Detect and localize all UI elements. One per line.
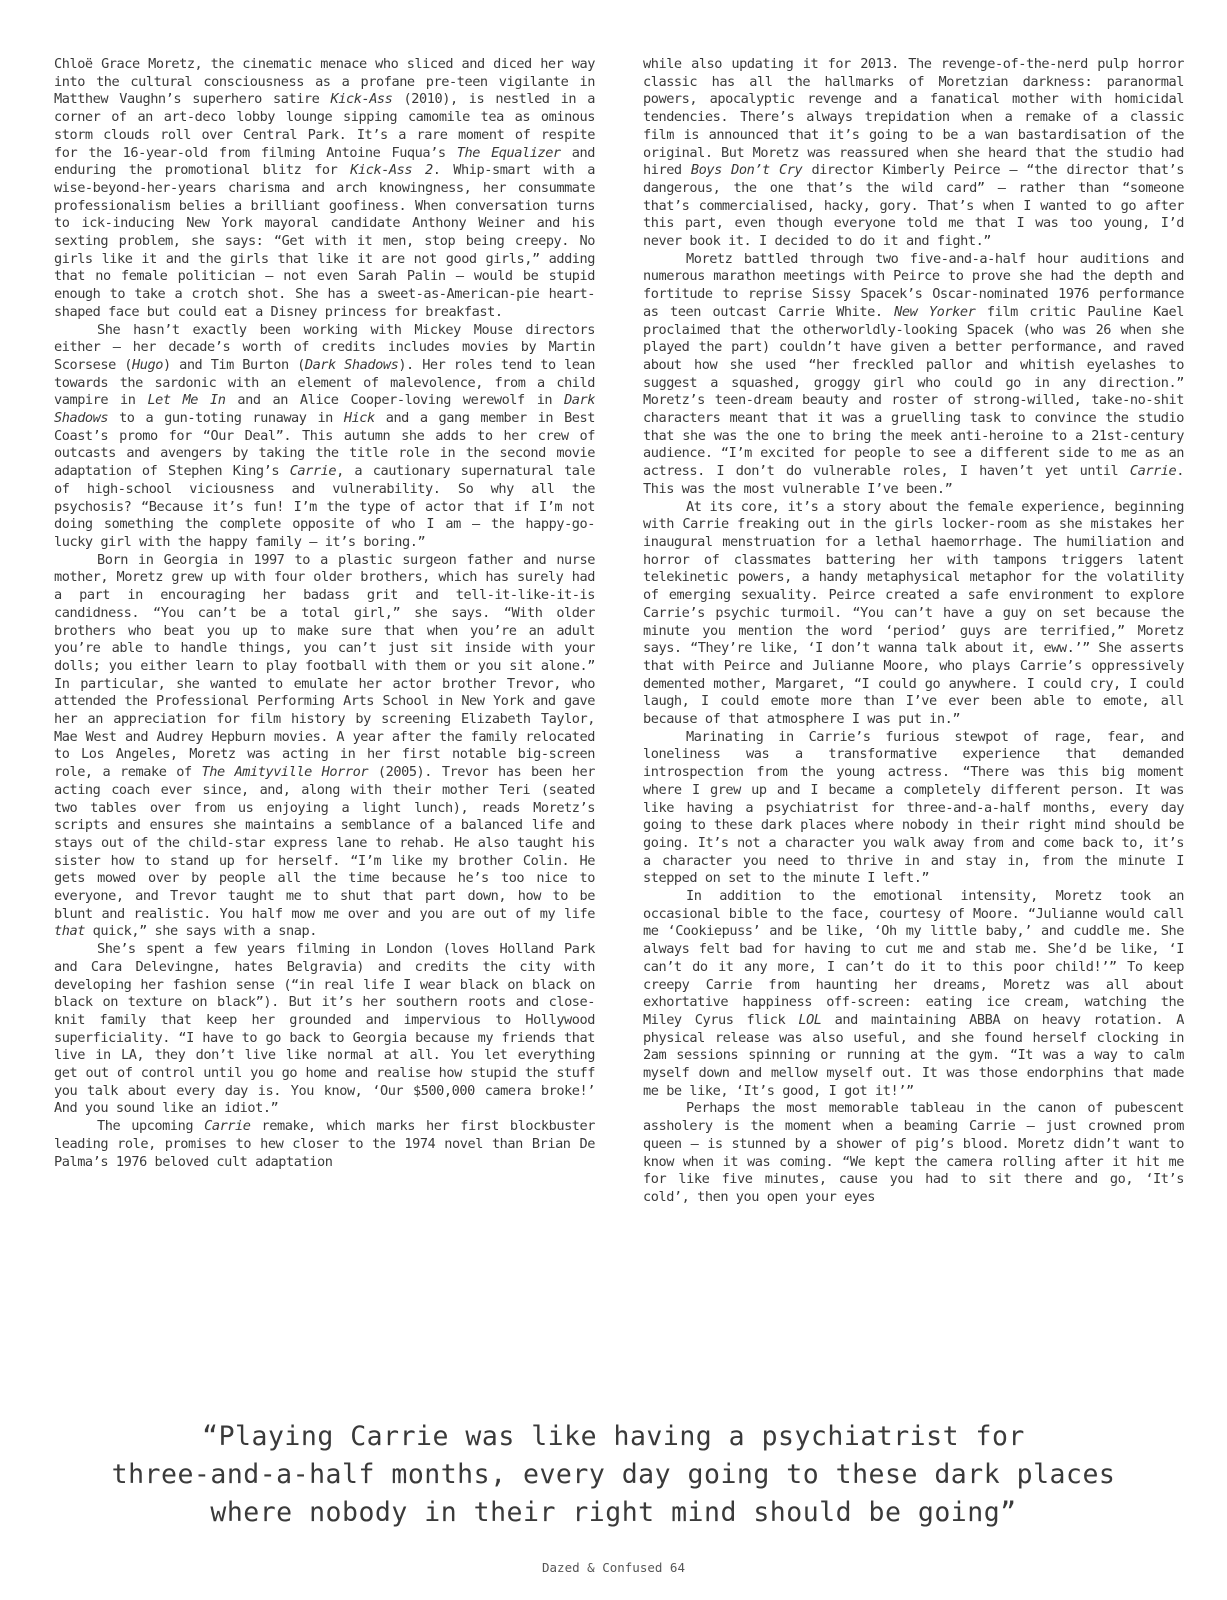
article-paragraph: Marinating in Carrie’s furious stewpot of rage, fear, and loneliness was a transformative experience that demanded introspection from the young actress. “There was this big moment where I grew up and I became a completely different person. It was like having a psychiatrist for three-and-a-half months, every day going to these dark places where nobody in their right mind should be going. It’s not a character you walk away from and come back to, it’s a character you need to thrive in and stay in, from the minute I stepped on set to the minute I left.” [643, 728, 1184, 887]
article-paragraph: She’s spent a few years filming in London (loves Holland Park and Cara Delevingne, hates Belgravia) and credits the city with developing her fashion sense (“in real life I wear black on black on black on texture on black”). But it’s her southern roots and close-knit family that keep her grounded and impervious to Hollywood superficiality. “I have to go back to Georgia because my friends that live in LA, they don’t live like normal at all. You let everything get out of control until you go home and realise how stupid the stuff you talk about every day is. You know, ‘Our $500,000 camera broke!’ And you sound like an idiot.” [54, 941, 595, 1117]
italic-title: Let Me In [147, 392, 226, 409]
pull-quote-line: “Playing Carrie was like having a psychiatrist for [202, 1421, 1025, 1452]
italic-title: Hugo [132, 356, 163, 373]
article-column-right [643, 56, 1184, 1207]
article-paragraph: Chloë Grace Moretz, the cinematic menace who sliced and diced her way into the cultural consciousness as a profane pre-teen vigilante in Matthew Vaughn’s superhero satire Kick-Ass (2010), is nestled in a corner of an art-deco lobby lounge sipping camomile tea as ominous storm clouds roll over Central Park. It’s a rare moment of respite for the 16-year-old from filming Antoine Fuqua’s The Equalizer and enduring the promotional blitz for Kick-Ass 2. Whip-smart with a wise-beyond-her-years charisma and arch knowingness, her consummate professionalism belies a brilliant goofiness. When conversation turns to ick-inducing New York mayoral candidate Anthony Weiner and his sexting problem, she says: “Get with it men, stop being creepy. No girls like it and the girls that like it are not good girls,” adding that no female politician – not even Sarah Palin – would be stupid enough to take a crotch shot. She has a sweet-as-American-pie heart-shaped face but could eat a Disney princess for breakfast. [54, 56, 596, 320]
italic-title: Hick [343, 410, 375, 427]
pull-quote [40, 1418, 1187, 1532]
italic-title: that [54, 923, 85, 940]
article-paragraph: while also updating it for 2013. The revenge-of-the-nerd pulp horror classic has all the hallmarks of Moretzian darkness: paranormal powers, apocalyptic revenge and a fanatical mother with homicidal tendencies. There’s always trepidation when a remake of a classic film is announced that it’s going to be a wan bastardisation of the original. But Moretz was reassured when she heard that the studio had hired Boys Don’t Cry director Kimberly Peirce – “the director that’s dangerous, the one that’s the wild card” – rather than “someone that’s commercialised, hacky, gory. That’s when I wanted to go after this part, even though everyone told me that I was too young, I’d never book it. I decided to do it and fight.” [643, 56, 1185, 250]
italic-title: The Amityville Horror [201, 764, 369, 781]
article-column-left [54, 56, 595, 1207]
article-paragraph: The upcoming Carrie remake, which marks her first blockbuster leading role, promises to hew closer to the 1974 novel than Brian De Palma’s 1976 beloved cult adaptation [54, 1118, 596, 1170]
italic-title: Boys Don’t Cry [690, 162, 803, 179]
italic-title: The Equalizer [456, 144, 561, 161]
italic-title: Carrie [289, 463, 337, 480]
page-folio: Dazed & Confused 64 [542, 1560, 685, 1575]
article-paragraph: Born in Georgia in 1997 to a plastic surgeon father and nurse mother, Moretz grew up with four older brothers, which has surely had a part in encouraging her badass grit and tell-it-like-it-is candidness. “You can’t be a total girl,” she says. “With older brothers who beat you up to make sure that when you’re an adult you’re able to handle things, you can’t just sit inside with your dolls; you either learn to play football with them or you sit alone.” In particular, she wanted to emulate her actor brother Trevor, who attended the Professional Performing Arts School in New York and gave her an appreciation for film history by screening Elizabeth Taylor, Mae West and Audrey Hepburn movies. A year after the family relocated to Los Angeles, Moretz was acting in her first notable big-screen role, a remake of The Amityville Horror (2005). Trevor has been her acting coach ever since, and, along with their mother Teri (seated two tables over from us enjoying a light lunch), reads Moretz’s scripts and ensures she maintains a semblance of a balanced life and stays out of the child-star express lane to rehab. He also taught his sister how to stand up for herself. “I’m like my brother Colin. He gets mowed over by people all the time because he’s too nice to everyone, and Trevor taught me to shut that part down, how to be blunt and realistic. You half mow me over and you are out of my life that quick,” she says with a snap. [54, 551, 595, 940]
article-paragraph: In addition to the emotional intensity, Moretz took an occasional bible to the face, courtesy of Moore. “Julianne would call me ‘Cookiepuss’ and be like, ‘Oh my little baby,’ and cuddle me. She always felt bad for having to cut me and stab me. She’d be like, ‘I can’t do it any more, I can’t do it to this poor child!’” To keep creepy Carrie from haunting her dreams, Moretz was all about exhortative happiness off-screen: eating ice cream, watching the Miley Cyrus flick LOL and maintaining ABBA on heavy rotation. A physical release was also useful, and she found herself clocking in 2am sessions spinning or running at the gym. “It was a way to calm myself down and mellow myself out. It was those endorphins that made me be like, ‘It’s good, I got it!’” [643, 888, 1184, 1099]
italic-title: Dark Shadows [54, 392, 596, 427]
italic-title: LOL [798, 1011, 822, 1028]
italic-title: New Yorker [894, 303, 976, 320]
italic-title: Carrie [204, 1118, 251, 1135]
italic-title: Kick-Ass 2 [350, 162, 433, 179]
pull-quote-line: where nobody in their right mind should be going” [210, 1497, 1017, 1528]
article-paragraph: Moretz battled through two five-and-a-half hour auditions and numerous marathon meetings with Peirce to prove she had the depth and fortitude to reprise Sissy Spacek’s Oscar-nominated 1976 performance as teen outcast Carrie White. New Yorker film critic Pauline Kael proclaimed that the otherworldly-looking Spacek (who was 26 when she played the part) couldn’t have given a better performance, and raved about how she used “her freckled pallor and whitish eyelashes to suggest a squashed, groggy girl who could go in any direction.” Moretz’s teen-dream beauty and roster of strong-willed, take-no-shit characters meant that it was a gruelling task to convince the studio that she was the one to bring the meek anti-heroine to a 21st-century audience. “I’m excited for people to see a different side to me as an actress. I don’t do vulnerable roles, I haven’t yet until Carrie. This was the most vulnerable I’ve been.” [643, 250, 1185, 497]
italic-title: Carrie [1129, 463, 1177, 480]
italic-title: Dark Shadows [304, 356, 399, 373]
article-paragraph: At its core, it’s a story about the female experience, beginning with Carrie freaking out in the girls locker-room as she mistakes her inaugural menstruation for a lethal haemorrhage. The humiliation and horror of classmates battering her with tampons triggers latent telekinetic powers, a handy metaphysical metaphor for the volatility of emerging sexuality. Peirce created a safe environment to explore Carrie’s psychic turmoil. “You can’t have a guy on set because the minute you mention the word ‘period’ guys are terrified,” Moretz says. “They’re like, ‘I don’t wanna talk about it, eww.’” She asserts that with Peirce and Julianne Moore, who plays Carrie’s oppressively demented mother, Margaret, “I could go anywhere. I could cry, I could laugh, I could emote more than I’ve ever been able to emote, all because of that atmosphere I was put in.” [643, 498, 1184, 728]
pull-quote-line: three-and-a-half months, every day going to these dark places [111, 1459, 1116, 1490]
article-paragraph: She hasn’t exactly been working with Mickey Mouse directors either – her decade’s worth of credits includes movies by Martin Scorsese (Hugo) and Tim Burton (Dark Shadows). Her roles tend to lean towards the sardonic with an element of malevolence, from a child vampire in Let Me In and an Alice Cooper-loving werewolf in Dark Shadows to a gun-toting runaway in Hick and a gang member in Best Coast’s promo for “Our Deal”. This autumn she adds to her crew of outcasts and avengers by taking the title role in the second movie adaptation of Stephen King’s Carrie, a cautionary supernatural tale of high-school viciousness and vulnerability. So why all the psychosis? “Because it’s fun! I’m the type of actor that if I’m not doing something the complete opposite of who I am – the happy-go-lucky girl with the happy family – it’s boring.” [54, 321, 596, 550]
article-body [54, 56, 1184, 1207]
article-paragraph: Perhaps the most memorable tableau in the canon of pubescent assholery is the moment when a beaming Carrie – just crowned prom queen – is stunned by a shower of pig’s blood. Moretz didn’t want to know when it was coming. “We kept the camera rolling after it hit me for like five minutes, cause you had to sit there and go, ‘It’s cold’, then you open your eyes [643, 1100, 1184, 1205]
italic-title: Kick-Ass [330, 91, 393, 108]
